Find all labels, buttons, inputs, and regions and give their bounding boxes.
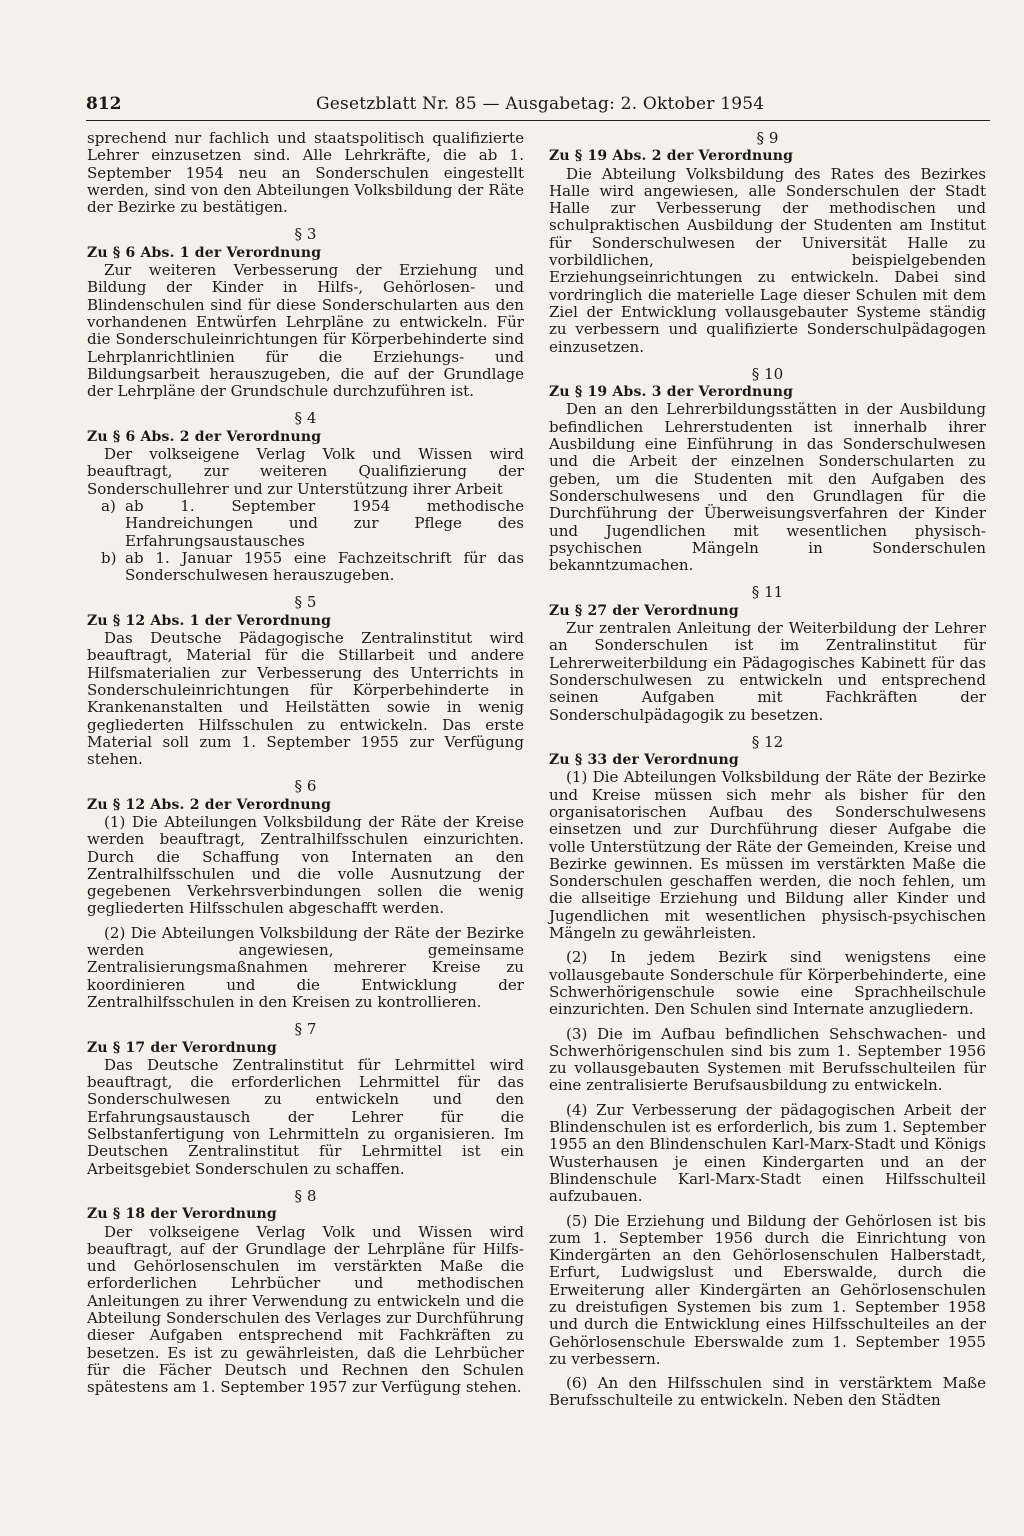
section-paragraph: (6) An den Hilfsschulen sind in verstärktem Maße Berufsschulteile zu entwickeln. Neben den Städten	[549, 1374, 986, 1410]
section-paragraph: (2) In jedem Bezirk sind wenigstens eine vollausgebaute Sonderschule für Körperbehinderte, eine Schwerhörigenschule sowie eine Sprachheilschule einzurichten. Den Schulen sind Internate anzugliedern.	[549, 948, 986, 1019]
intro-paragraph: sprechend nur fachlich und staatspolitisch qualifizierte Lehrer einzusetzen sind. Alle Lehrkräfte, die ab 1. September 1954 neu an Sonderschulen eingestellt werden, sind von den Abteilungen Volksbildung der Räte der Bezirke zu bestätigen.	[87, 129, 524, 217]
section-heading: Zu § 18 der Verordnung	[87, 1206, 277, 1223]
section-paragraph: Zur weiteren Verbesserung der Erziehung und Bildung der Kinder in Hilfs-, Gehörlosen- und Blindenschulen sind für diese Sonderschularten aus den vorhandenen Entwürfen Lehrpläne zu entwickeln. Für die Sonderschuleinrichtungen für Körperbehinderte sind Lehrplanrichtlinien für die Erziehungs- und Bildungsarbeit herauszugeben, die auf der Grundlage der Lehrpläne der Grundschule durchzuführen ist.	[87, 261, 524, 401]
section-heading: Zu § 12 Abs. 2 der Verordnung	[87, 796, 332, 813]
section-paragraph: Der volkseigene Verlag Volk und Wissen wird beauftragt, auf der Grundlage der Lehrpläne für Hilfs- und Gehörlosenschulen im verstärkten Maße die erforderlichen Lehrbücher und methodischen Anleitungen zu ihrer Verwendung zu entwickeln und die Abteilung Sonderschulen des Verlages zur Durchführung dieser Aufgaben entsprechend mit Fachkräften zu besetzen. Es ist zu gewährleisten, daß die Lehrbücher für die Fächer Deutsch und Rechnen den Schulen spätestens am 1. September 1957 zur Verfügung stehen.	[87, 1222, 524, 1397]
page-header	[86, 94, 990, 120]
section-heading: Zu § 19 Abs. 3 der Verordnung	[549, 384, 794, 401]
section-paragraph: (5) Die Erziehung und Bildung der Gehörlosen ist bis zum 1. September 1956 durch die Einrichtung von Kindergärten an den Gehörlosenschulen Halberstadt, Erfurt, Ludwigslust und Eberswalde, durch die Erweiterung aller Kindergärten an Gehörlosenschulen zu dreistufigen Systemen bis zum 1. September 1958 und durch die Entwicklung eines Hilfsschulteiles an der Gehörlosenschule Eberswalde zum 1. September 1955 zu verbessern.	[549, 1211, 986, 1368]
list-item	[87, 498, 524, 550]
section-number: § 10	[751, 364, 784, 383]
page-number: 812	[86, 94, 122, 114]
list-item	[87, 550, 524, 585]
section-number: § 6	[294, 777, 317, 796]
section-number: § 11	[751, 583, 784, 602]
section-paragraph: Das Deutsche Pädagogische Zentralinstitut wird beauftragt, Material für die Stillarbeit und andere Hilfsmaterialien zur Verbesserung des Unterrichts in Sonderschuleinrichtungen für Körperbehinderte in Krankenanstalten und Heilstätten sowie in wenig gegliederten Hilfsschulen zu entwickeln. Das erste Material soll zum 1. September 1955 zur Verfügung stehen.	[87, 629, 524, 769]
section-paragraph: (1) Die Abteilungen Volksbildung der Räte der Bezirke und Kreise müssen sich mehr als bisher für den organisatorischen Aufbau des Sonderschulwesens einsetzen und zur Durchführung dieser Aufgabe die volle Unterstützung der Räte der Gemeinden, Kreise und Bezirke gewinnen. Es müssen im verstärkten Maße die Sonderschulen geschaffen werden, die noch fehlen, um die allseitige Erziehung und Bildung aller Kinder und Jugendlichen mit wesentlichen physisch-psychischen Mängeln zu gewährleisten.	[549, 768, 986, 943]
section-number: § 5	[294, 593, 317, 612]
section-number: § 9	[756, 129, 779, 147]
header-rule	[86, 120, 990, 121]
section-paragraph: Den an den Lehrerbildungsstätten in der Ausbildung befindlichen Lehrerstudenten ist innerhalb ihrer Ausbildung eine Einführung in das Sonderschulwesen und die Arbeit der einzelnen Sonderschularten zu geben, um die Studenten mit den Aufgaben des Sonderschulwesens und den Grundlagen für die Durchführung der Überweisungsverfahren der Kinder und Jugendlichen mit wesentlichen physisch-psychischen Mängeln in Sonderschulen bekanntzumachen.	[549, 400, 986, 575]
section-heading: Zu § 19 Abs. 2 der Verordnung	[549, 148, 794, 165]
list-text: ab 1. Januar 1955 eine Fachzeitschrift für das Sonderschulwesen herauszugeben.	[125, 548, 524, 585]
section-number: § 12	[751, 732, 784, 751]
list-label: a)	[101, 496, 116, 515]
section-heading: Zu § 6 Abs. 1 der Verordnung	[87, 244, 322, 261]
list-label: b)	[101, 548, 117, 567]
header-title: Gesetzblatt Nr. 85 — Ausgabetag: 2. Oktober 1954	[316, 94, 765, 114]
section-paragraph: (4) Zur Verbesserung der pädagogischen Arbeit der Blindenschulen ist es erforderlich, bis zum 1. September 1955 an den Blindenschulen Karl-Marx-Stadt und Königs Wusterhausen je einen Kindergarten und an der Blindenschule Karl-Marx-Stadt einen Hilfsschulteil aufzubauen.	[549, 1100, 986, 1206]
list-text: ab 1. September 1954 methodische Handreichungen und zur Pflege des Erfahrungsaustausches	[125, 496, 524, 550]
section-paragraph: (3) Die im Aufbau befindlichen Sehschwachen- und Schwerhörigenschulen sind bis zum 1. September 1956 zu vollausgebauten Systemen mit Berufsschulteilen für eine zentralisierte Berufsausbildung zu entwickeln.	[549, 1024, 986, 1095]
section-heading: Zu § 33 der Verordnung	[549, 752, 739, 769]
section-heading: Zu § 17 der Verordnung	[87, 1039, 277, 1056]
section-heading: Zu § 6 Abs. 2 der Verordnung	[87, 428, 322, 445]
section-number: § 4	[294, 409, 317, 428]
section-paragraph: (1) Die Abteilungen Volksbildung der Räte der Kreise werden beauftragt, Zentralhilfsschulen einzurichten. Durch die Schaffung von Internaten an den Zentralhilfsschulen und die volle Ausnutzung der gegebenen Verkehrsverbindungen sollen die wenig gegliederten Hilfsschulen abgeschafft werden.	[87, 812, 524, 918]
section-paragraph: Das Deutsche Zentralinstitut für Lehrmittel wird beauftragt, die erforderlichen Lehrmittel für das Sonderschulwesen zu entwickeln und den Erfahrungsaustausch der Lehrer für die Selbstanfertigung von Lehrmitteln zu organisieren. Im Deutschen Zentralinstitut für Lehrmittel ist ein Arbeitsgebiet Sonderschulen zu schaffen.	[87, 1055, 524, 1178]
right-column	[549, 130, 986, 1410]
section-paragraph: Die Abteilung Volksbildung des Rates des Bezirkes Halle wird angewiesen, alle Sonderschulen der Stadt Halle zur Verbesserung der methodischen und schulpraktischen Ausbildung der Studenten am Institut für Sonderschulwesen der Universität Halle zu vorbildlichen, beispielgebenden Erziehungseinrichtungen zu entwickeln. Dabei sind vordringlich die materielle Lage dieser Schulen mit dem Ziel der Entwicklung vollausgebauter Systeme ständig zu verbessern und qualifizierte Sonderschulpädagogen einzusetzen.	[549, 164, 986, 356]
section-heading: Zu § 27 der Verordnung	[549, 602, 739, 619]
section-paragraph: Der volkseigene Verlag Volk und Wissen wird beauftragt, zur weiteren Qualifizierung der Sonderschullehrer und zur Unterstützung ihrer Arbeit	[87, 445, 524, 498]
left-column	[87, 130, 524, 1396]
section-number: § 7	[294, 1020, 317, 1039]
section-paragraph: (2) Die Abteilungen Volksbildung der Räte der Bezirke werden angewiesen, gemeinsame Zentralisierungsmaßnahmen mehrerer Kreise zu koordinieren und die Entwicklung der Zentralhilfsschulen in den Kreisen zu kontrollieren.	[87, 923, 524, 1011]
section-heading: Zu § 12 Abs. 1 der Verordnung	[87, 612, 332, 629]
section-paragraph: Zur zentralen Anleitung der Weiterbildung der Lehrer an Sonderschulen ist im Zentralinstitut für Lehrerweiterbildung ein Pädagogisches Kabinett für das Sonderschulwesen zu entwickeln und entsprechend seinen Aufgaben mit Fachkräften der Sonderschulpädagogik zu besetzen.	[549, 619, 986, 724]
section-number: § 3	[294, 225, 317, 244]
section-number: § 8	[294, 1186, 317, 1205]
